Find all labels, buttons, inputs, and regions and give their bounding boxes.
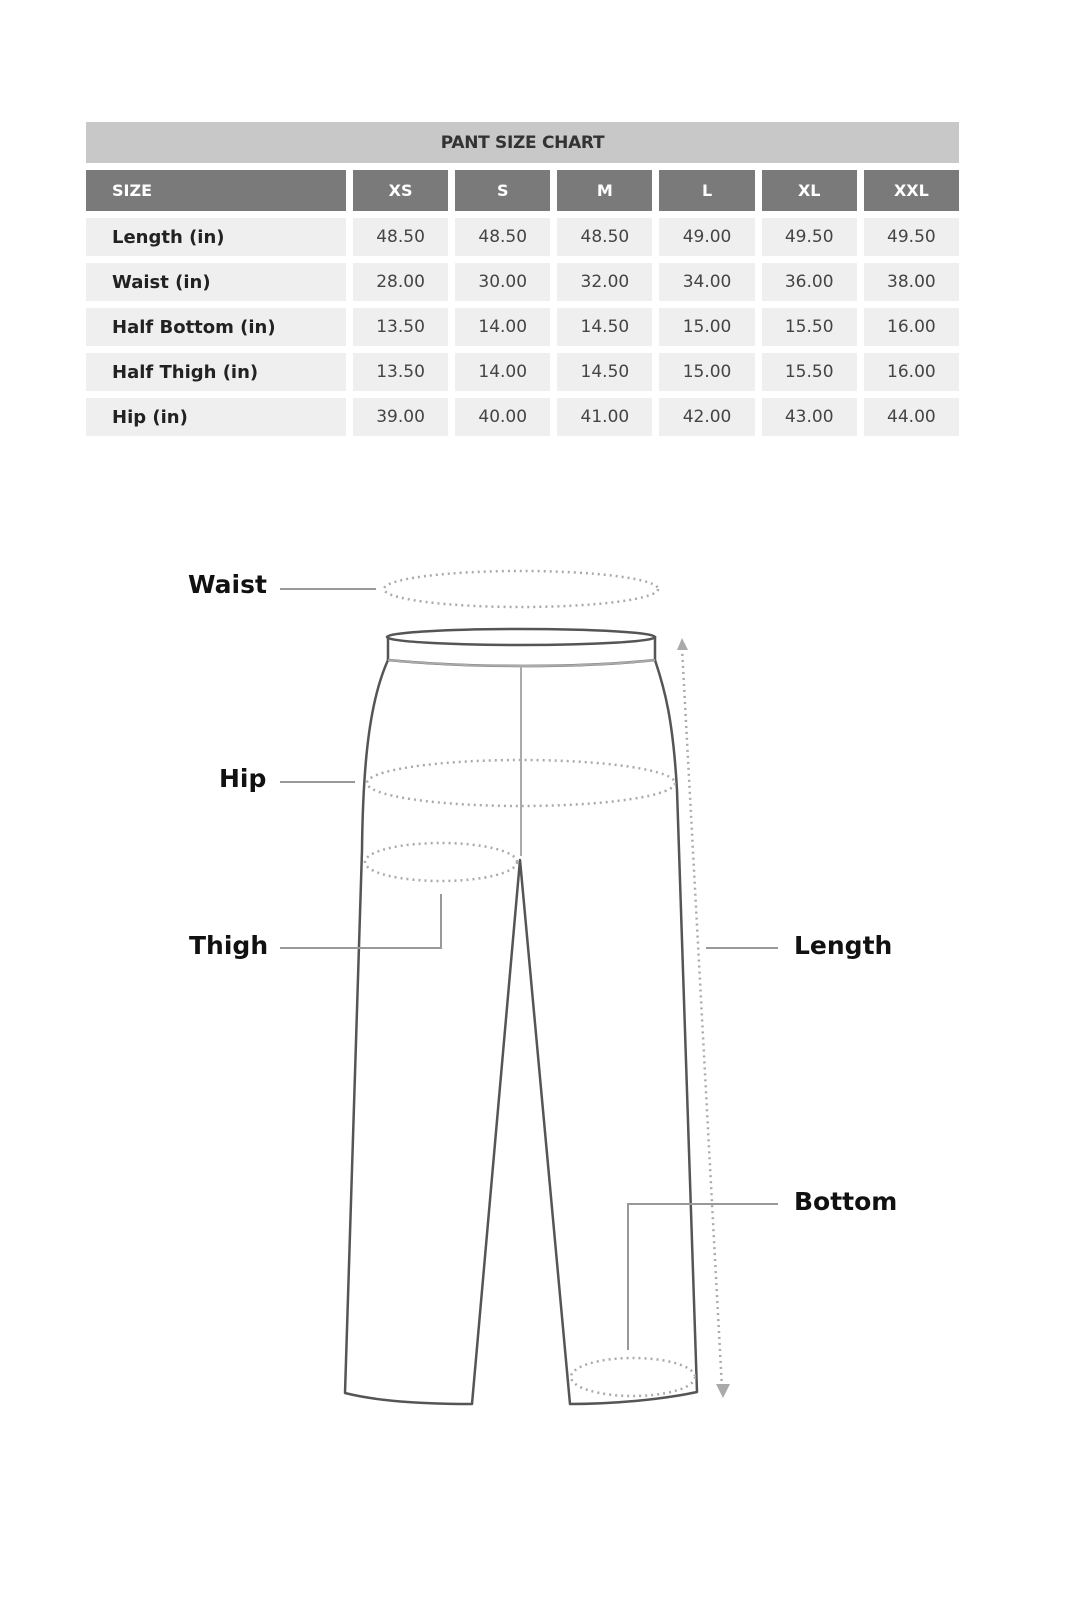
table-cell: 48.50 [557,218,652,256]
table-cell: 13.50 [353,308,448,346]
size-col-header: XXL [864,170,959,211]
table-cell: 13.50 [353,353,448,391]
size-col-header: L [659,170,754,211]
table-cell: 15.50 [762,308,857,346]
row-label: Hip (in) [86,398,346,436]
waist-measure-ellipse [384,571,658,607]
table-cell: 41.00 [557,398,652,436]
size-col-header: XL [762,170,857,211]
size-col-header: S [455,170,550,211]
size-header: SIZE [86,170,346,211]
size-col-header: M [557,170,652,211]
table-cell: 38.00 [864,263,959,301]
row-label: Length (in) [86,218,346,256]
row-label: Half Thigh (in) [86,353,346,391]
table-cell: 44.00 [864,398,959,436]
table-cell: 42.00 [659,398,754,436]
row-label: Waist (in) [86,263,346,301]
table-cell: 49.50 [864,218,959,256]
table-cell: 16.00 [864,353,959,391]
table-cell: 14.50 [557,353,652,391]
table-cell: 39.00 [353,398,448,436]
table-cell: 49.00 [659,218,754,256]
bottom-label: Bottom [794,1187,898,1216]
chart-title: PANT SIZE CHART [86,122,959,163]
size-col-header: XS [353,170,448,211]
thigh-label: Thigh [189,931,269,960]
table-cell: 15.00 [659,308,754,346]
table-cell: 28.00 [353,263,448,301]
waistband-top [387,629,655,645]
table-cell: 32.00 [557,263,652,301]
table-cell: 48.50 [455,218,550,256]
table-cell: 14.00 [455,353,550,391]
table-cell: 48.50 [353,218,448,256]
table-cell: 15.50 [762,353,857,391]
length-arrow-top [677,638,688,650]
table-cell: 15.00 [659,353,754,391]
row-label: Half Bottom (in) [86,308,346,346]
length-arrow-bottom [716,1384,730,1398]
length-label: Length [794,931,893,960]
table-cell: 14.00 [455,308,550,346]
table-cell: 40.00 [455,398,550,436]
table-cell: 14.50 [557,308,652,346]
table-cell: 49.50 [762,218,857,256]
table-cell: 36.00 [762,263,857,301]
table-cell: 30.00 [455,263,550,301]
table-cell: 43.00 [762,398,857,436]
table-cell: 16.00 [864,308,959,346]
table-cell: 34.00 [659,263,754,301]
hip-label: Hip [219,764,267,793]
waist-label: Waist [188,570,267,599]
